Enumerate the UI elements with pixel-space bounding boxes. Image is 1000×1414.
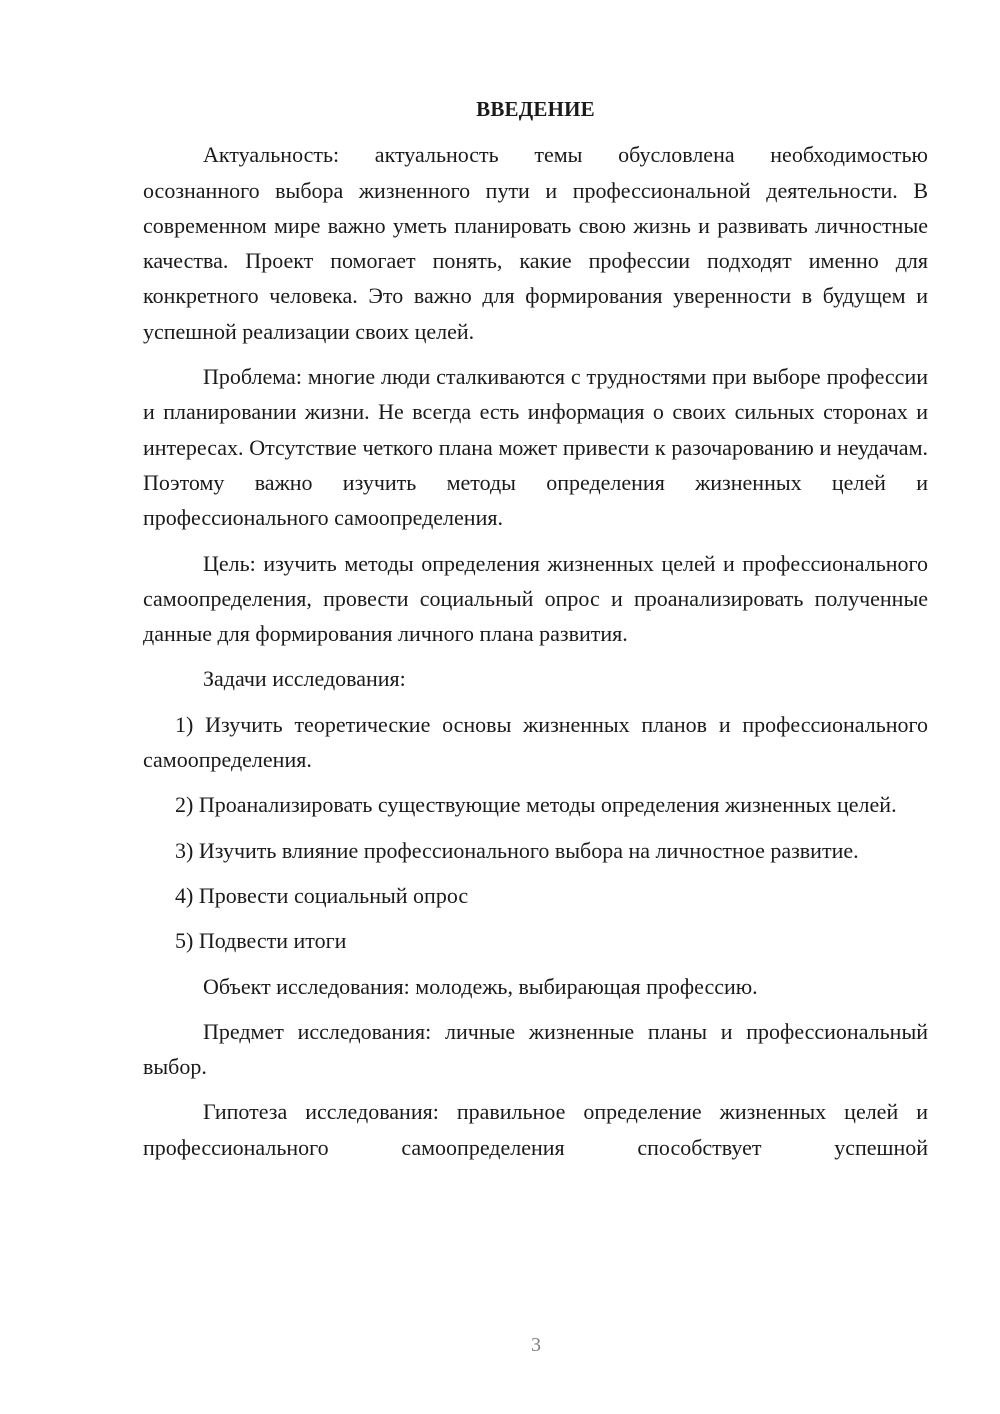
- page-content: [143, 92, 928, 1175]
- paragraph-tasks-heading: Задачи исследования:: [203, 666, 406, 692]
- task-item-2: 2) Проанализировать существующие методы определения жизненных целей.: [175, 792, 897, 818]
- page-number: 3: [531, 1334, 541, 1356]
- paragraph-relevance: Актуальность: актуальность темы обусловлена необходимостью осознанного выбора жизненного пути и профессиональной деятельности. В современном мире важно уметь планировать свою жизнь и развивать личностные качества. Проект помогает понять, какие профессии подходят именно для конкретного человека. Это важно для формирования уверенности в будущем и успешной реализации своих целей.: [143, 142, 928, 344]
- task-item-3: 3) Изучить влияние профессионального выбора на личностное развитие.: [175, 837, 859, 863]
- task-item-1: 1) Изучить теоретические основы жизненных планов и профессионального самоопределения.: [143, 711, 928, 773]
- paragraph-goal: Цель: изучить методы определения жизненных целей и профессионального самоопределения, провести социальный опрос и проанализировать полученные данные для формирования личного плана развития.: [143, 550, 928, 647]
- paragraph-subject: Предмет исследования: личные жизненные планы и профессиональный выбор.: [143, 1018, 928, 1080]
- task-item-4: 4) Провести социальный опрос: [175, 882, 469, 908]
- paragraph-hypothesis: Гипотеза исследования: правильное определение жизненных целей и профессионального самоопределения способствует успешной: [143, 1099, 928, 1160]
- paragraph-problem: Проблема: многие люди сталкиваются с трудностями при выборе профессии и планировании жизни. Не всегда есть информация о своих сильных сторонах и интересах. Отсутствие четкого плана может привести к разочарованию и неудачам. Поэтому важно изучить методы определения жизненных целей и профессионального самоопределения.: [143, 364, 928, 531]
- task-item-5: 5) Подвести итоги: [175, 928, 347, 954]
- paragraph-object: Объект исследования: молодежь, выбирающая профессию.: [203, 973, 758, 999]
- section-title: ВВЕДЕНИЕ: [476, 97, 595, 121]
